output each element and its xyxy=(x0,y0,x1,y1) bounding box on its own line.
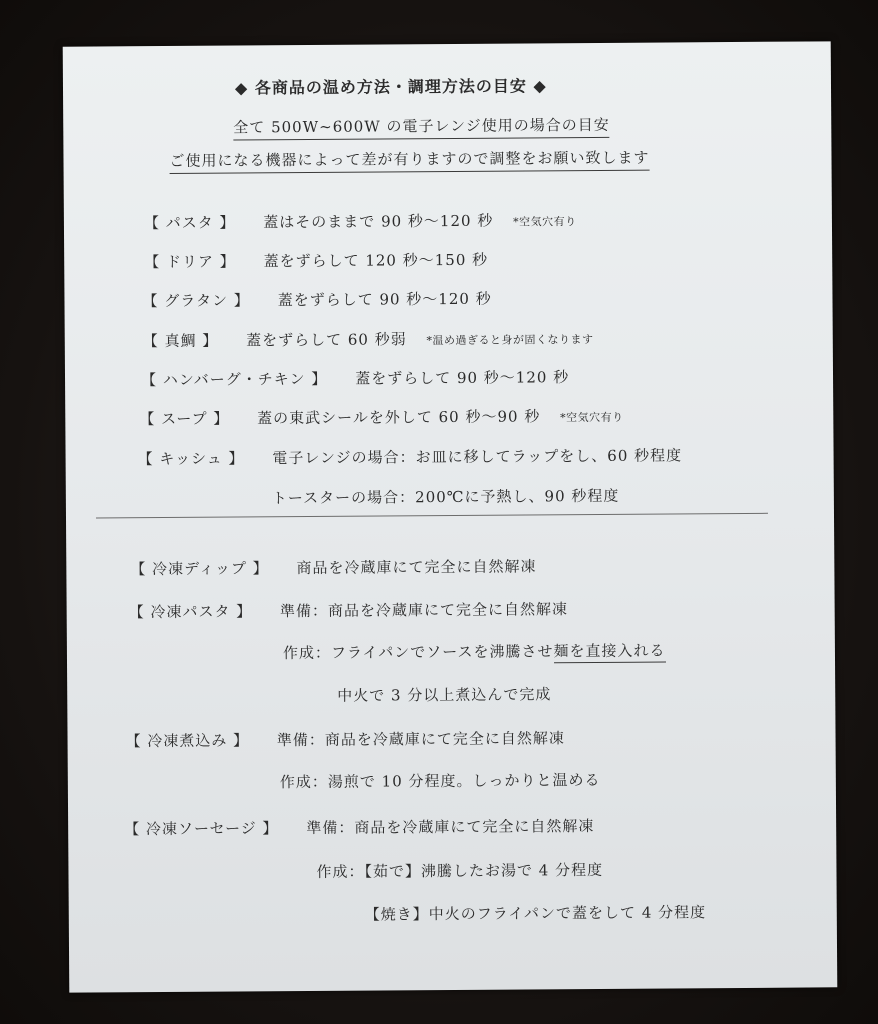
item-instruction: 蓋をずらして 90 秒～120 秒 xyxy=(277,289,492,310)
item-note: *空気穴有り xyxy=(513,215,577,229)
sheet-title: ◆ 各商品の温め方法・調理方法の目安 ◆ xyxy=(234,76,547,98)
item-name: 【 グラタン 】 xyxy=(142,291,250,311)
frozen-stew xyxy=(125,727,564,751)
item-instruction: 準備：商品を冷蔵庫にて完全に自然解凍 xyxy=(279,600,569,621)
item-instruction: 準備：商品を冷蔵庫にて完全に自然解凍 xyxy=(276,729,565,750)
frozen-stew-step2: 作成：湯煎で 10 分程度。しっかりと温める xyxy=(279,770,601,792)
item-instruction: 蓋をずらして 90 秒～120 秒 xyxy=(355,368,570,388)
item-quiche-toaster: トースターの場合：200℃に予熱し、90 秒程度 xyxy=(271,486,620,508)
subtitle-wattage: 全て 500W~600W の電子レンジ使用の場合の目安 xyxy=(233,114,610,141)
item-name: 【 ハンバーグ・チキン 】 xyxy=(140,369,328,390)
item-sea-bream xyxy=(143,327,594,351)
item-instruction: 蓋の東武シールを外して 60 秒～90 秒 xyxy=(257,407,541,428)
item-instruction: 商品を冷蔵庫にて完全に自然解凍 xyxy=(296,557,537,578)
item-doria xyxy=(144,249,488,272)
step-text: 作成：フライパンでソースを沸騰させ xyxy=(282,642,554,663)
frozen-sausage-step3: 【焼き】中火のフライパンで蓋をして 4 分程度 xyxy=(364,903,707,924)
item-quiche xyxy=(138,444,683,469)
item-soup xyxy=(139,405,623,429)
frozen-pasta-step2 xyxy=(283,639,666,663)
frozen-dip xyxy=(130,555,536,579)
frozen-sausage xyxy=(124,815,594,839)
item-pasta xyxy=(144,209,577,233)
step-text-emphasis: 麺を直接入れる xyxy=(553,641,665,663)
item-gratin xyxy=(142,288,491,311)
item-instruction: 準備：商品を冷蔵庫にて完全に自然解凍 xyxy=(306,817,595,838)
item-name: 【 ドリア 】 xyxy=(144,252,236,272)
item-note: *空気穴有り xyxy=(560,410,624,425)
item-name: 【 冷凍パスタ 】 xyxy=(128,602,253,622)
item-instruction: 蓋をずらして 60 秒弱 xyxy=(246,330,407,350)
frozen-sausage-step2: 作成：【茹で】沸騰したお湯で 4 分程度 xyxy=(316,860,604,881)
item-name: 【 スープ 】 xyxy=(139,409,230,429)
instruction-sheet xyxy=(63,41,838,992)
item-name: 【 真鯛 】 xyxy=(142,331,219,351)
frozen-pasta xyxy=(129,598,568,622)
item-name: 【 冷凍ソーセージ 】 xyxy=(124,819,279,839)
subtitle-adjust-note: ご使用になる機器によって差が有りますので調整をお願い致します xyxy=(169,147,649,174)
item-name: 【 パスタ 】 xyxy=(143,213,236,233)
item-instruction: 電子レンジの場合：お皿に移してラップをし、60 秒程度 xyxy=(272,446,683,468)
item-name: 【 キッシュ 】 xyxy=(137,449,245,469)
frozen-pasta-step3: 中火で 3 分以上煮込んで完成 xyxy=(337,685,552,705)
item-hamburg-chicken xyxy=(141,366,569,390)
item-instruction: 蓋はそのままで 90 秒～120 秒 xyxy=(263,211,494,232)
item-name: 【 冷凍煮込み 】 xyxy=(125,731,250,751)
item-instruction: 蓋をずらして 120 秒～150 秒 xyxy=(263,250,489,271)
item-name: 【 冷凍ディップ 】 xyxy=(130,559,269,579)
item-note: *温め過ぎると身が固くなります xyxy=(426,332,594,348)
section-divider xyxy=(96,513,768,519)
